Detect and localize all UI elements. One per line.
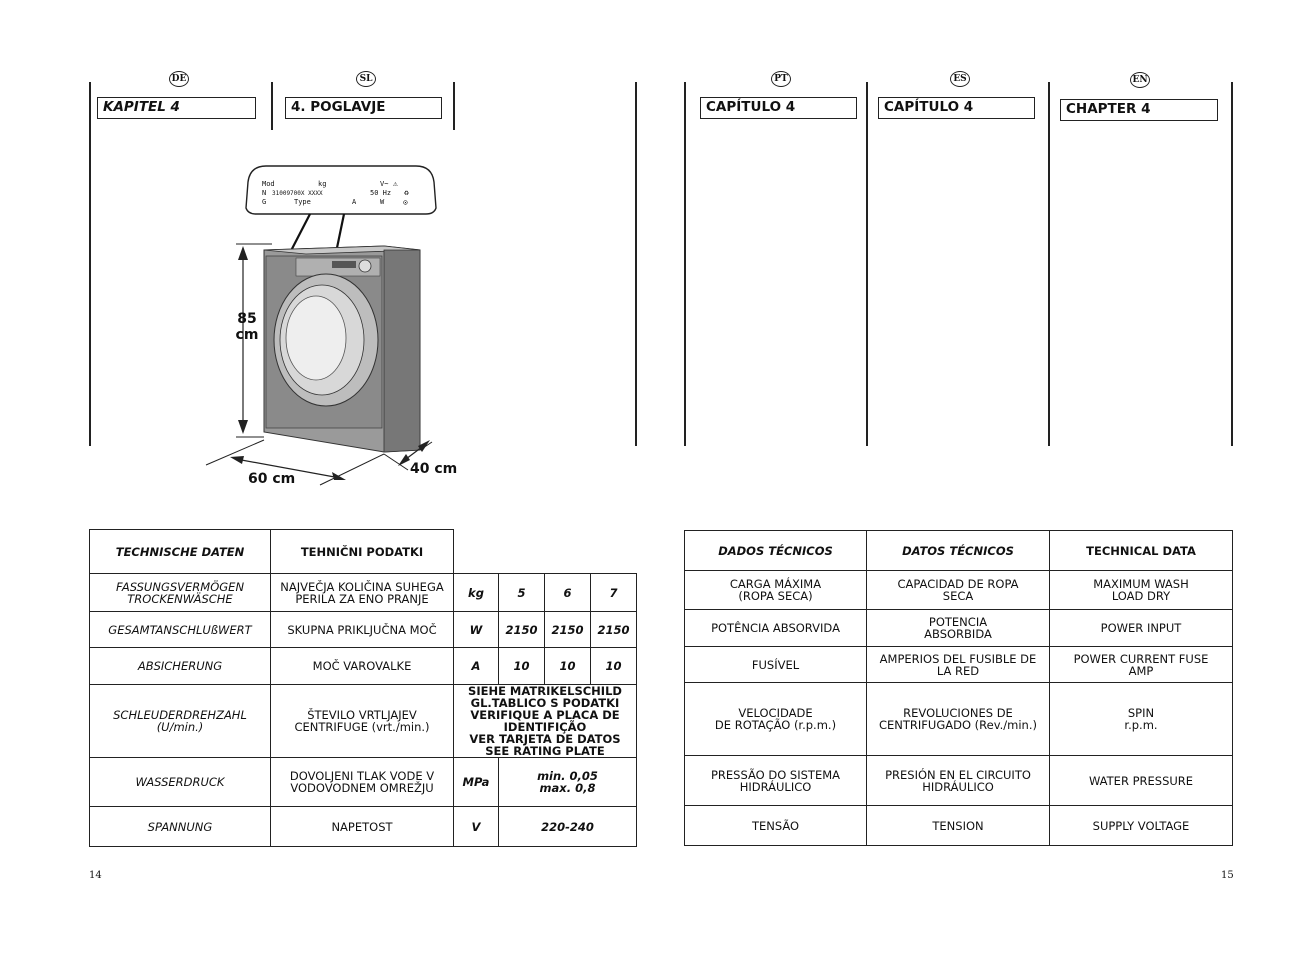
page-number-left: 14 xyxy=(89,870,102,881)
table-row-label-sl: MOČ VAROVALKE xyxy=(271,648,454,685)
page-number-right: 15 xyxy=(1221,870,1234,881)
table-cell-pt: FUSÍVEL xyxy=(685,647,867,683)
table-value: 2150 xyxy=(499,612,545,648)
rating-plate-serial: 31009700X XXXX xyxy=(272,190,323,197)
table-cell-en: SUPPLY VOLTAGE xyxy=(1050,806,1233,846)
depth-dimension: 40 cm xyxy=(410,461,458,477)
table-unit: A xyxy=(454,648,499,685)
table-cell-en: WATER PRESSURE xyxy=(1050,756,1233,806)
table-cell-en: SPIN r.p.m. xyxy=(1050,683,1233,756)
table-cell-en: POWER INPUT xyxy=(1050,610,1233,647)
column-divider xyxy=(866,82,868,446)
table-header-de: TECHNISCHE DATEN xyxy=(90,530,271,574)
rating-plate-g: G xyxy=(262,198,267,206)
table-header-sl: TEHNIČNI PODATKI xyxy=(271,530,454,574)
table-row-label-sl: NAJVEČJA KOLIČINA SUHEGA PERILA ZA ENO PRANJE xyxy=(271,574,454,612)
table-unit: W xyxy=(454,612,499,648)
table-row-label-de: ABSICHERUNG xyxy=(90,648,271,685)
table-cell-es: TENSION xyxy=(867,806,1050,846)
column-divider xyxy=(453,82,455,130)
language-badge-pt: PT xyxy=(771,71,791,87)
rating-plate-a: A xyxy=(352,198,357,206)
table-value: 2150 xyxy=(591,612,637,648)
chapter-heading-pt: CAPÍTULO 4 xyxy=(700,97,857,119)
table-cell-es: POTENCIA ABSORBIDA xyxy=(867,610,1050,647)
table-cell-pt: POTÊNCIA ABSORVIDA xyxy=(685,610,867,647)
table-row-label-sl: DOVOLJENI TLAK VODE V VODOVODNEM OMREŽJU xyxy=(271,758,454,807)
table-cell-es: PRESIÓN EN EL CIRCUITO HIDRÁULICO xyxy=(867,756,1050,806)
rating-plate-n: N xyxy=(262,189,267,197)
technical-data-table-right xyxy=(684,530,1233,846)
warning-icon: ⚠ xyxy=(393,179,398,188)
language-badge-en: EN xyxy=(1130,72,1150,88)
table-value: 10 xyxy=(545,648,591,685)
table-row-label-de: SCHLEUDERDREHZAHL (U/min.) xyxy=(90,685,271,758)
table-row-label-sl: SKUPNA PRIKLJUČNA MOČ xyxy=(271,612,454,648)
table-cell-es: REVOLUCIONES DE CENTRIFUGADO (Rev./min.) xyxy=(867,683,1050,756)
chapter-heading-en: CHAPTER 4 xyxy=(1060,99,1218,121)
table-value: 7 xyxy=(591,574,637,612)
table-cell-pt: PRESSÃO DO SISTEMA HIDRÁULICO xyxy=(685,756,867,806)
table-row-label-de: GESAMTANSCHLUßWERT xyxy=(90,612,271,648)
rating-plate-hz: 50 Hz xyxy=(370,189,392,197)
table-value: min. 0,05 max. 0,8 xyxy=(499,758,637,807)
rating-plate-w: W xyxy=(380,198,385,206)
table-value: 10 xyxy=(591,648,637,685)
language-badge-es: ES xyxy=(950,71,970,87)
table-unit: MPa xyxy=(454,758,499,807)
rating-plate-kg: kg xyxy=(318,180,327,188)
table-cell-en: MAXIMUM WASH LOAD DRY xyxy=(1050,571,1233,610)
chapter-heading-es: CAPÍTULO 4 xyxy=(878,97,1035,119)
table-value: 220-240 xyxy=(499,807,637,847)
chapter-heading-de: KAPITEL 4 xyxy=(97,97,256,119)
table-row-label-de: FASSUNGSVERMÖGEN TROCKENWÄSCHE xyxy=(90,574,271,612)
table-unit: V xyxy=(454,807,499,847)
table-header-es: DATOS TÉCNICOS xyxy=(867,531,1050,571)
technical-data-table-left xyxy=(89,529,637,847)
rating-plate-mod: Mod xyxy=(262,180,275,188)
table-cell-pt: TENSÃO xyxy=(685,806,867,846)
column-divider xyxy=(684,82,686,446)
column-divider xyxy=(635,82,637,446)
column-divider xyxy=(1231,82,1233,446)
chapter-heading-sl: 4. POGLAVJE xyxy=(285,97,442,119)
table-header-en: TECHNICAL DATA xyxy=(1050,531,1233,571)
table-row-label-de: SPANNUNG xyxy=(90,807,271,847)
table-value: 10 xyxy=(499,648,545,685)
language-badge-sl: SL xyxy=(356,71,376,87)
table-cell-es: CAPACIDAD DE ROPA SECA xyxy=(867,571,1050,610)
table-cell-es: AMPERIOS DEL FUSIBLE DE LA RED xyxy=(867,647,1050,683)
table-row-label-sl: NAPETOST xyxy=(271,807,454,847)
table-cell-pt: CARGA MÁXIMA (ROPA SECA) xyxy=(685,571,867,610)
table-row-label-sl: ŠTEVILO VRTLJAJEV CENTRIFUGE (vrt./min.) xyxy=(271,685,454,758)
table-value: 2150 xyxy=(545,612,591,648)
column-divider xyxy=(271,82,273,130)
language-badge-de: DE xyxy=(169,71,189,87)
table-cell-pt: VELOCIDADE DE ROTAÇÃO (r.p.m.) xyxy=(685,683,867,756)
table-value: 5 xyxy=(499,574,545,612)
table-header-blank xyxy=(454,530,637,574)
table-unit: kg xyxy=(454,574,499,612)
rating-plate xyxy=(258,176,428,210)
rating-plate-type: Type xyxy=(294,198,311,206)
table-row-label-de: WASSERDRUCK xyxy=(90,758,271,807)
width-dimension: 60 cm xyxy=(248,471,296,487)
table-value: 6 xyxy=(545,574,591,612)
certification-icon: ⊙ xyxy=(403,198,408,207)
table-header-pt: DADOS TÉCNICOS xyxy=(685,531,867,571)
rating-plate-v: V~ xyxy=(380,180,389,188)
table-cell-en: POWER CURRENT FUSE AMP xyxy=(1050,647,1233,683)
recycle-icon: ♻ xyxy=(404,188,409,197)
column-divider xyxy=(1048,82,1050,446)
rating-plate-note: SIEHE MATRIKELSCHILD GL.TABLICO S PODATKI VERIFIQUE A PLACA DE IDENTIFIÇÃO VER TARJETA DE DATOS SEE RATING PLATE xyxy=(454,685,637,758)
height-dimension: 85 cm xyxy=(235,311,259,343)
column-divider xyxy=(89,82,91,446)
